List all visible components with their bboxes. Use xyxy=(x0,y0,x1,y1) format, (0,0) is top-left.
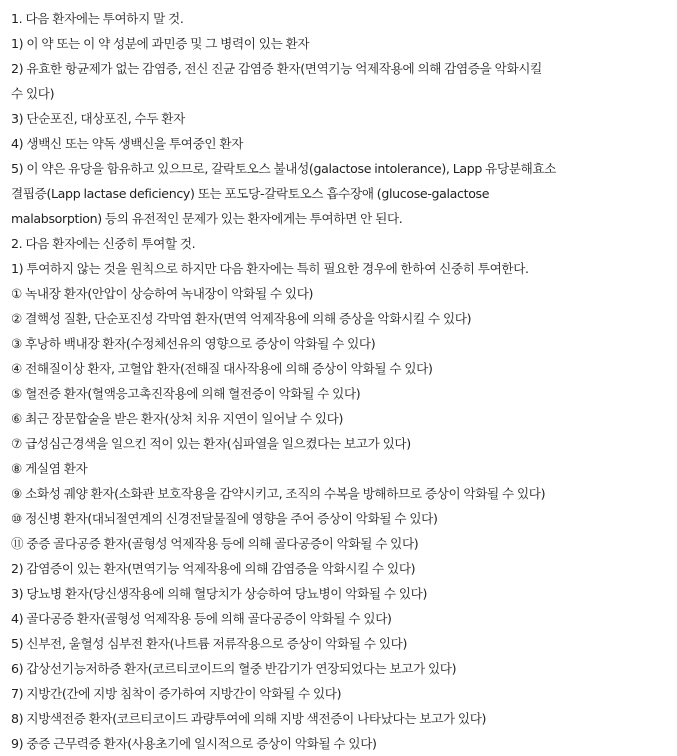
text-line: 7) 지방간(간에 지방 침착이 증가하여 지방간이 악화될 수 있다) xyxy=(11,686,342,701)
text-line: 2) 감염증이 있는 환자(면역기능 억제작용에 의해 감염증을 악화시킬 수 있다) xyxy=(11,561,416,576)
text-line: ④ 전해질이상 환자, 고혈압 환자(전해질 대사작용에 의해 증상이 악화될 수 있다) xyxy=(11,361,433,376)
document-body xyxy=(0,6,670,756)
text-line: 5) 신부전, 울혈성 심부전 환자(나트륨 저류작용으로 증상이 악화될 수 있다) xyxy=(11,636,408,651)
text-line: 결핍증(Lapp lactase deficiency) 또는 포도당-갈락토오스 흡수장애 (glucose-galactose xyxy=(11,186,490,201)
section-heading-contraindications: 1. 다음 환자에는 투여하지 말 것. xyxy=(11,11,184,26)
text-line: 6) 갑상선기능저하증 환자(코르티코이드의 혈중 반감기가 연장되었다는 보고가 있다) xyxy=(11,661,457,676)
text-line: 8) 지방색전증 환자(코르티코이드 과량투여에 의해 지방 색전증이 나타났다는 보고가 있다) xyxy=(11,711,487,726)
text-line: ⑤ 혈전증 환자(혈액응고촉진작용에 의해 혈전증이 악화될 수 있다) xyxy=(11,386,361,401)
text-line: 4) 생백신 또는 약독 생백신을 투여중인 환자 xyxy=(11,136,244,151)
text-line: ⑪ 중증 골다공증 환자(골형성 억제작용 등에 의해 골다공증이 악화될 수 있다) xyxy=(11,536,419,551)
text-line: 9) 중증 근무력증 환자(사용초기에 일시적으로 증상이 악화될 수 있다) xyxy=(11,736,377,751)
text-line: 2) 유효한 항균제가 없는 감염증, 전신 진균 감염증 환자(면역기능 억제작용에 의해 감염증을 악화시킬 xyxy=(11,61,542,76)
section-heading-precautions: 2. 다음 환자에는 신중히 투여할 것. xyxy=(11,236,196,251)
text-line: 1) 이 약 또는 이 약 성분에 과민증 및 그 병력이 있는 환자 xyxy=(11,36,310,51)
text-line: 4) 골다공증 환자(골형성 억제작용 등에 의해 골다공증이 악화될 수 있다) xyxy=(11,611,392,626)
text-line: 5) 이 약은 유당을 함유하고 있으므로, 갈락토오스 불내성(galactose intolerance), Lapp 유당분해효소 xyxy=(11,161,557,176)
text-line: ② 결핵성 질환, 단순포진성 각막염 환자(면역 억제작용에 의해 증상을 악화시킬 수 있다) xyxy=(11,311,472,326)
text-line: 1) 투여하지 않는 것을 원칙으로 하지만 다음 환자에는 특히 필요한 경우에 한하여 신중히 투여한다. xyxy=(11,261,529,276)
text-line: ⑧ 게실염 환자 xyxy=(11,461,88,476)
text-line: 3) 단순포진, 대상포진, 수두 환자 xyxy=(11,111,185,126)
text-line: 3) 당뇨병 환자(당신생작용에 의해 혈당치가 상승하여 당뇨병이 악화될 수 있다) xyxy=(11,586,428,601)
text-line: 수 있다) xyxy=(11,86,55,101)
text-line: malabsorption) 등의 유전적인 문제가 있는 환자에게는 투여하면 안 된다. xyxy=(11,211,403,226)
text-line: ⑥ 최근 장문합술을 받은 환자(상처 치유 지연이 일어날 수 있다) xyxy=(11,411,344,426)
text-line: ③ 후낭하 백내장 환자(수정체선유의 영향으로 증상이 악화될 수 있다) xyxy=(11,336,376,351)
text-line: ⑩ 정신병 환자(대뇌절연계의 신경전달물질에 영향을 주어 증상이 악화될 수 있다) xyxy=(11,511,438,526)
text-line: ⑦ 급성심근경색을 일으킨 적이 있는 환자(심파열을 일으켰다는 보고가 있다) xyxy=(11,436,411,451)
text-line: ⑨ 소화성 궤양 환자(소화관 보호작용을 감약시키고, 조직의 수복을 방해하므로 증상이 악화될 수 있다) xyxy=(11,486,546,501)
text-line: ① 녹내장 환자(안압이 상승하여 녹내장이 악화될 수 있다) xyxy=(11,286,314,301)
